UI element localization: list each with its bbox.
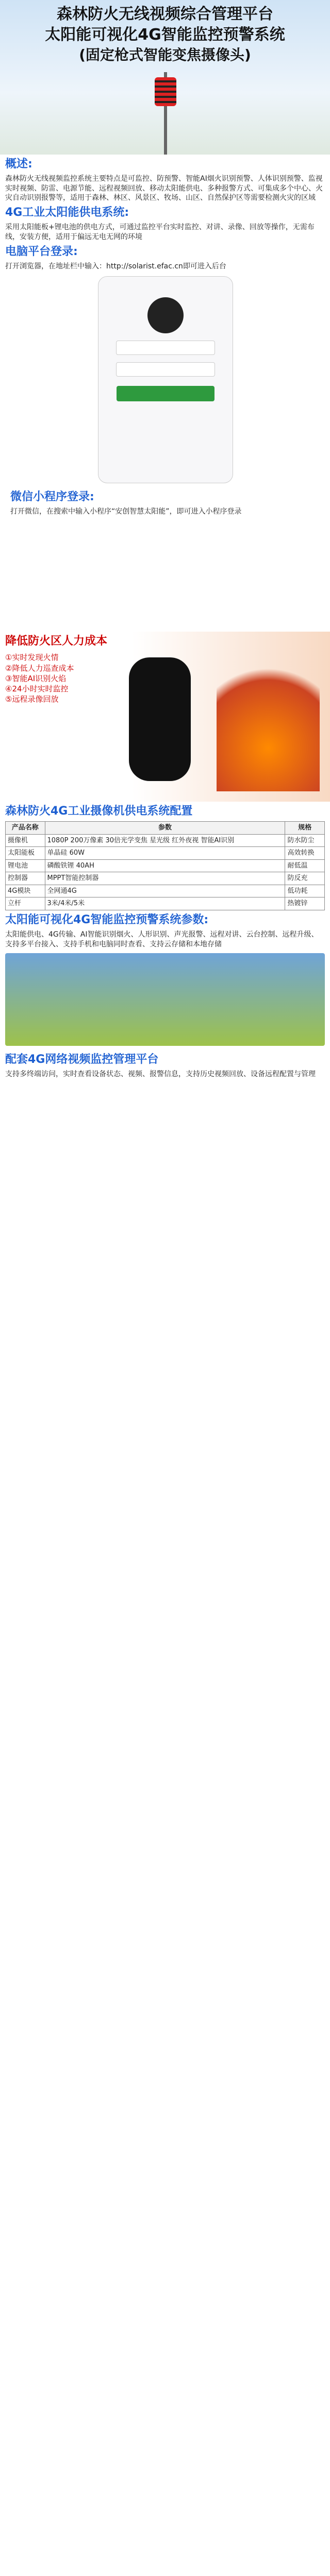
spec-table xyxy=(5,821,325,910)
table-cell: 单晶硅 60W xyxy=(45,847,285,860)
reduce-list xyxy=(5,652,108,704)
logo-icon xyxy=(147,297,184,333)
hero-title-2: 太阳能可视化4G智能监控预警系统 xyxy=(45,26,285,44)
table-cell: 热镀锌 xyxy=(285,897,325,910)
mini-text xyxy=(5,487,325,517)
spec-header-cell: 参数 xyxy=(45,822,285,835)
smart-body: 太阳能供电、4G传输、AI智能识别烟火、人形识别、声光报警、远程对讲、云台控制、远程升级、支持多平台接入、支持手机和电脑同时查看、支持云存储和本地存储 xyxy=(5,930,319,948)
table-cell: 4G模块 xyxy=(6,885,45,897)
table-cell: 立杆 xyxy=(6,897,45,910)
table-cell: 高效转换 xyxy=(285,847,325,860)
fourg-title: 4G工业太阳能供电系统: xyxy=(5,206,129,219)
table-row xyxy=(6,872,325,885)
runner-section xyxy=(0,632,330,802)
runner-figure xyxy=(129,657,191,781)
mini-body: 打开微信，在搜索中输入小程序“安创智慧太阳能”，即可进入小程序登录 xyxy=(10,507,242,516)
mini-block xyxy=(0,487,330,632)
phone-block xyxy=(0,271,330,487)
table-cell: 耐低温 xyxy=(285,859,325,872)
fourg-body: 采用太阳能板+锂电池的供电方式，可通过监控平台实时监控、对讲、录像、回放等操作，无需布线，安装方便，适用于偏远无电无网的环境 xyxy=(5,223,315,241)
login-button[interactable] xyxy=(117,386,214,401)
table-row xyxy=(6,847,325,860)
table-row xyxy=(6,897,325,910)
reduce-title: 降低防火区人力成本 xyxy=(5,635,108,648)
table-cell: 低功耗 xyxy=(285,885,325,897)
reduce-item: ①实时发现火情 xyxy=(5,653,59,663)
spec-header-cell: 规格 xyxy=(285,822,325,835)
mini-title: 微信小程序登录: xyxy=(10,490,94,504)
table-cell: 全网通4G xyxy=(45,885,285,897)
platform-title: 电脑平台登录: xyxy=(5,245,78,258)
overview-body: 森林防火无线视频监控系统主要特点是可监控、防预警、智能AI烟火识别预警、人体识别预警、监视实时视频、防雷、电源节能、远程视频回放、移动太阳能供电、多种报警方式、可集成多个中心、火灾自动识别报警等，适用于森林、林区、风景区、牧场、山区、自然保护区等需要检测火灾的区域 xyxy=(5,174,323,202)
hero xyxy=(0,0,330,155)
bottom-title: 配套4G网络视频监控管理平台 xyxy=(5,1053,159,1066)
spec-header-cell: 产品名称 xyxy=(6,822,45,835)
table-cell: 控制器 xyxy=(6,872,45,885)
table-row xyxy=(6,885,325,897)
overview-title: 概述: xyxy=(5,158,32,171)
table-cell: 1080P 200万像素 30倍光学变焦 星光级 红外夜视 智能AI识别 xyxy=(45,834,285,847)
reduce-item: ②降低人力巡查成本 xyxy=(5,663,74,673)
table-cell: 磷酸铁锂 40AH xyxy=(45,859,285,872)
reduce-item: ③智能AI识别火焰 xyxy=(5,673,67,683)
smart-title: 太阳能可视化4G智能监控预警系统参数: xyxy=(5,913,209,926)
table-cell: 摄像机 xyxy=(6,834,45,847)
password-input[interactable] xyxy=(116,362,215,377)
table-row xyxy=(6,859,325,872)
username-input[interactable] xyxy=(116,341,215,355)
hero-title-3: (固定枪式智能变焦摄像头) xyxy=(79,46,251,63)
platform-url: 打开浏览器，在地址栏中输入：http://solarist.efac.cn即可进入后台 xyxy=(5,262,226,270)
table-cell: MPPT智能控制器 xyxy=(45,872,285,885)
table-cell: 锂电池 xyxy=(6,859,45,872)
bottom-body: 支持多终端访问，实时查看设备状态、视频、报警信息，支持历史视频回放、设备远程配置与管理 xyxy=(5,1070,316,1079)
fire-image xyxy=(217,647,320,791)
reduce-item: ⑤远程录像回放 xyxy=(5,694,59,704)
spec-header-row xyxy=(6,822,325,835)
spec-title: 森林防火4G工业摄像机供电系统配置 xyxy=(5,805,193,818)
table-cell: 3米/4米/5米 xyxy=(45,897,285,910)
hero-title-1: 森林防火无线视频综合管理平台 xyxy=(57,5,273,23)
reduce-item: ④24小时实时监控 xyxy=(5,684,69,694)
table-cell: 防反充 xyxy=(285,872,325,885)
photo-1 xyxy=(5,953,325,1046)
phone-mockup xyxy=(98,276,233,483)
camera-device xyxy=(155,77,176,106)
table-cell: 防水防尘 xyxy=(285,834,325,847)
table-cell: 太阳能板 xyxy=(6,847,45,860)
table-row xyxy=(6,834,325,847)
